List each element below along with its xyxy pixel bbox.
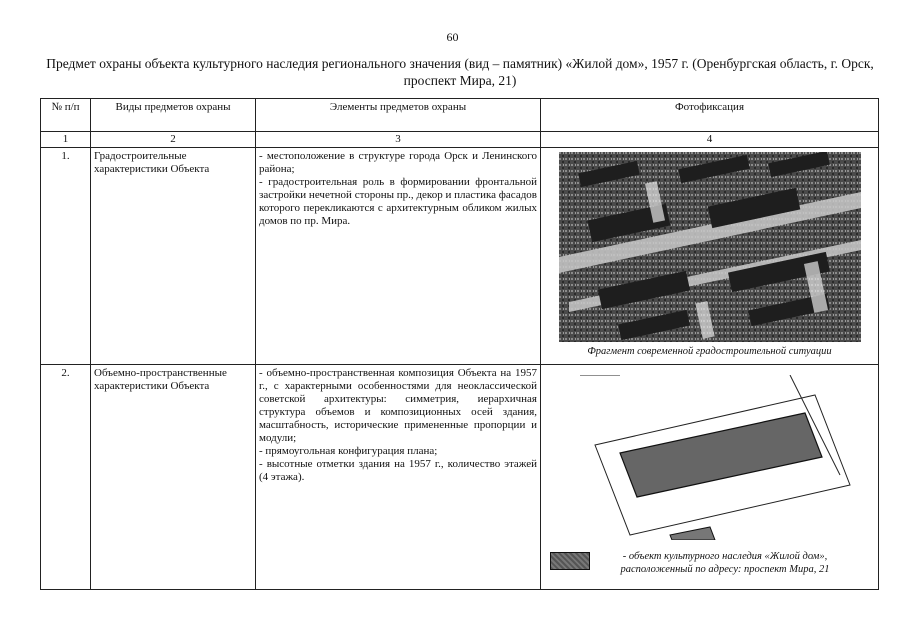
aerial-photo xyxy=(559,152,861,342)
legend-swatch xyxy=(550,552,590,570)
heritage-object-shape xyxy=(620,413,822,497)
photo-cell xyxy=(541,365,879,590)
site-plan xyxy=(560,375,860,540)
column-number: 2 xyxy=(91,132,256,148)
protection-elements xyxy=(256,148,541,365)
header-photo-fixation: Фотофиксация xyxy=(541,99,879,132)
photo-cell xyxy=(541,148,879,365)
header-protection-elements: Элементы предметов охраны xyxy=(256,99,541,132)
photo-caption: Фрагмент современной градостроительной ситуации xyxy=(587,346,832,357)
row-number: 1. xyxy=(41,148,91,365)
page-number: 60 xyxy=(446,30,459,44)
elements-text: - объемно-пространственная композиция Объекта на 1957 г., с характерными особенностями для неоклассической советской архитектуры: симметрия, иерархичная структура объемов и композиционных осей здания, масштабность, исторические примененные пропорции и модули; - прямоугольная конфигурация плана; - высотные отметки здания на 1957 г., количество этажей (4 этажа). xyxy=(259,367,537,483)
table-row xyxy=(41,148,879,365)
protection-table xyxy=(40,98,879,590)
legend xyxy=(544,550,875,576)
protection-type: Градостроительные характеристики Объекта xyxy=(91,148,256,365)
row-number: 2. xyxy=(41,365,91,590)
elements-text: - местоположение в структуре города Орск и Ленинского района; - градостроительная роль в формировании фронтальной застройки нечетной стороны пр., декор и пластика фасадов которого перекликаются с архитектурным обликом жилых домов по пр. Мира. xyxy=(259,150,537,227)
header-protection-types: Виды предметов охраны xyxy=(91,99,256,132)
legend-text: - объект культурного наследия «Жилой дом», расположенный по адресу: проспект Мира, 21 xyxy=(620,551,830,575)
table-header-row xyxy=(41,99,879,132)
column-number: 1 xyxy=(41,132,91,148)
column-number-row xyxy=(41,132,879,148)
protection-elements xyxy=(256,365,541,590)
protection-type: Объемно-пространственные характеристики Объекта xyxy=(91,365,256,590)
table-row xyxy=(41,365,879,590)
column-number: 4 xyxy=(541,132,879,148)
header-number: № п/п xyxy=(41,99,91,132)
document-title: Предмет охраны объекта культурного наследия регионального значения (вид – памятник) «Жилой дом», 1957 г. (Оренбургская область, г. Орск, проспект Мира, 21) xyxy=(46,56,874,88)
column-number: 3 xyxy=(256,132,541,148)
